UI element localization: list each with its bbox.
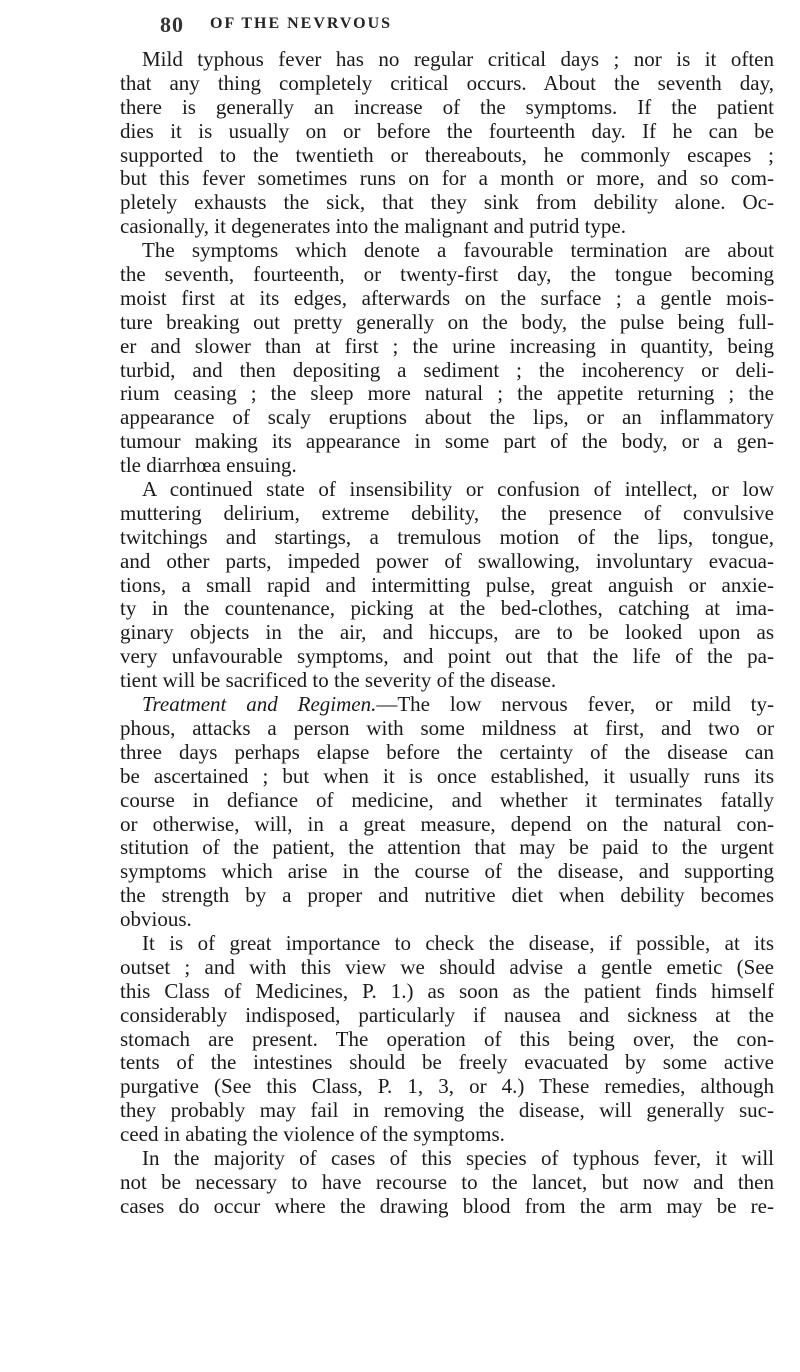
line-text: there is generally an increase of the symptoms. If the patient [120,95,774,119]
text-line [120,550,774,574]
line-text: stomach are present. The operation of this being over, the con- [120,1027,774,1051]
line-text: A continued state of insensibility or confusion of intellect, or low [142,478,774,502]
line-text: supported to the twentieth or thereabouts, he commonly escapes ; [120,143,774,167]
line-text: obvious. [120,908,192,932]
text-line [120,1123,774,1147]
text-line [120,1171,774,1195]
line-text: tents of the intestines should be freely evacuated by some active [120,1051,774,1075]
text-line [120,72,774,96]
line-text: It is of great importance to check the disease, if possible, at its [142,931,774,955]
line-text: they probably may fail in removing the disease, will generally suc- [120,1099,774,1123]
line-text: casionally, it degenerates into the malignant and putrid type. [120,215,626,239]
text-line [120,741,774,765]
line-text: course in defiance of medicine, and whether it terminates fatally [120,788,774,812]
text-line [120,645,774,669]
text-line [120,502,774,526]
text-line [120,813,774,837]
line-text: ty in the countenance, picking at the bed-clothes, catching at ima- [120,597,774,621]
line-text: muttering delirium, extreme debility, the presence of convulsive [120,501,774,525]
text-line [120,1051,774,1075]
text-line [120,454,774,478]
text-line [120,860,774,884]
text-line [120,1004,774,1028]
text-line [120,287,774,311]
line-text: rium ceasing ; the sleep more natural ; the appetite returning ; the [120,382,774,406]
running-title: OF THE NEVRVOUS [210,15,393,32]
line-text: ceed in abating the violence of the symptoms. [120,1123,505,1147]
line-text: appearance of scaly eruptions about the lips, or an inflammatory [120,406,774,430]
line-text: cases do occur where the drawing blood from the arm may be re- [120,1194,774,1218]
line-text: tions, a small rapid and intermitting pulse, great anguish or anxie- [120,573,774,597]
text-line [120,717,774,741]
line-text: twitchings and startings, a tremulous motion of the lips, tongue, [120,525,774,549]
text-line [120,96,774,120]
text-line [120,215,774,239]
line-text: The symptoms which denote a favourable termination are about [142,239,774,263]
text-line [120,669,774,693]
text-line [120,1075,774,1099]
line-text: ture breaking out pretty generally on the body, the pulse being full- [120,310,774,334]
text-line [120,120,774,144]
text-line [120,1099,774,1123]
body-text [120,48,774,1219]
text-line [120,478,774,502]
text-line [120,526,774,550]
line-text: or otherwise, will, in a great measure, depend on the natural con- [120,812,774,836]
line-text: not be necessary to have recourse to the lancet, but now and then [120,1170,774,1194]
text-line [120,335,774,359]
text-line [120,311,774,335]
line-text: turbid, and then depositing a sediment ; the incoherency or deli- [120,358,774,382]
line-text: —The low nervous fever, or mild ty- [376,693,774,717]
line-text: purgative (See this Class, P. 1, 3, or 4.) These remedies, although [120,1075,774,1099]
line-text: be ascertained ; but when it is once established, it usually runs its [120,764,774,788]
section-heading: Treatment and Regimen. [142,693,377,717]
line-text: and other parts, impeded power of swallowing, involuntary evacua- [120,549,774,573]
text-line [120,191,774,215]
line-text: Mild typhous fever has no regular critical days ; nor is it often [142,48,774,71]
text-line [120,382,774,406]
line-text: pletely exhausts the sick, that they sink from debility alone. Oc- [120,191,774,215]
line-text: symptoms which arise in the course of the disease, and supporting [120,860,774,884]
line-text: tient will be sacrificed to the severity of the disease. [120,669,557,693]
text-line [120,932,774,956]
line-text: the seventh, fourteenth, or twenty-first day, the tongue becoming [120,263,774,287]
text-line [120,239,774,263]
text-line [120,406,774,430]
text-line [120,574,774,598]
text-line [120,1147,774,1171]
line-text: dies it is usually on or before the fourteenth day. If he can be [120,119,774,143]
line-text: er and slower than at first ; the urine increasing in quantity, being [120,334,774,358]
text-line [120,144,774,168]
running-head [160,12,780,36]
text-line [120,263,774,287]
text-line [120,621,774,645]
text-line [120,980,774,1004]
line-text: the strength by a proper and nutritive diet when debility becomes [120,884,774,908]
text-line [120,789,774,813]
line-text: stitution of the patient, the attention that may be paid to the urgent [120,836,774,860]
text-line [120,430,774,454]
line-text: but this fever sometimes runs on for a month or more, and so com- [120,167,774,191]
text-line [120,1028,774,1052]
text-line [120,359,774,383]
line-text: tle diarrhœa ensuing. [120,454,297,478]
text-line [120,908,774,932]
text-line [120,1195,774,1219]
line-text: phous, attacks a person with some mildness at first, and two or [120,716,774,740]
text-line [120,765,774,789]
text-line [120,956,774,980]
text-line [120,597,774,621]
text-line [120,693,774,717]
line-text: that any thing completely critical occurs. About the seventh day, [120,71,774,95]
line-text: outset ; and with this view we should advise a gentle emetic (See [120,955,774,979]
line-text: ginary objects in the air, and hiccups, are to be looked upon as [120,621,774,645]
line-text: moist first at its edges, afterwards on the surface ; a gentle mois- [120,286,774,310]
line-text: very unfavourable symptoms, and point out that the life of the pa- [120,645,774,669]
line-text: considerably indisposed, particularly if nausea and sickness at the [120,1003,774,1027]
text-line [120,167,774,191]
text-line [120,48,774,72]
page-number: 80 [160,12,184,37]
line-text: tumour making its appearance in some part of the body, or a gen- [120,430,774,454]
line-text: In the majority of cases of this species of typhous fever, it will [142,1146,774,1170]
text-line [120,836,774,860]
text-line [120,884,774,908]
line-text: three days perhaps elapse before the certainty of the disease can [120,740,774,764]
line-text: this Class of Medicines, P. 1.) as soon as the patient finds himself [120,979,774,1003]
